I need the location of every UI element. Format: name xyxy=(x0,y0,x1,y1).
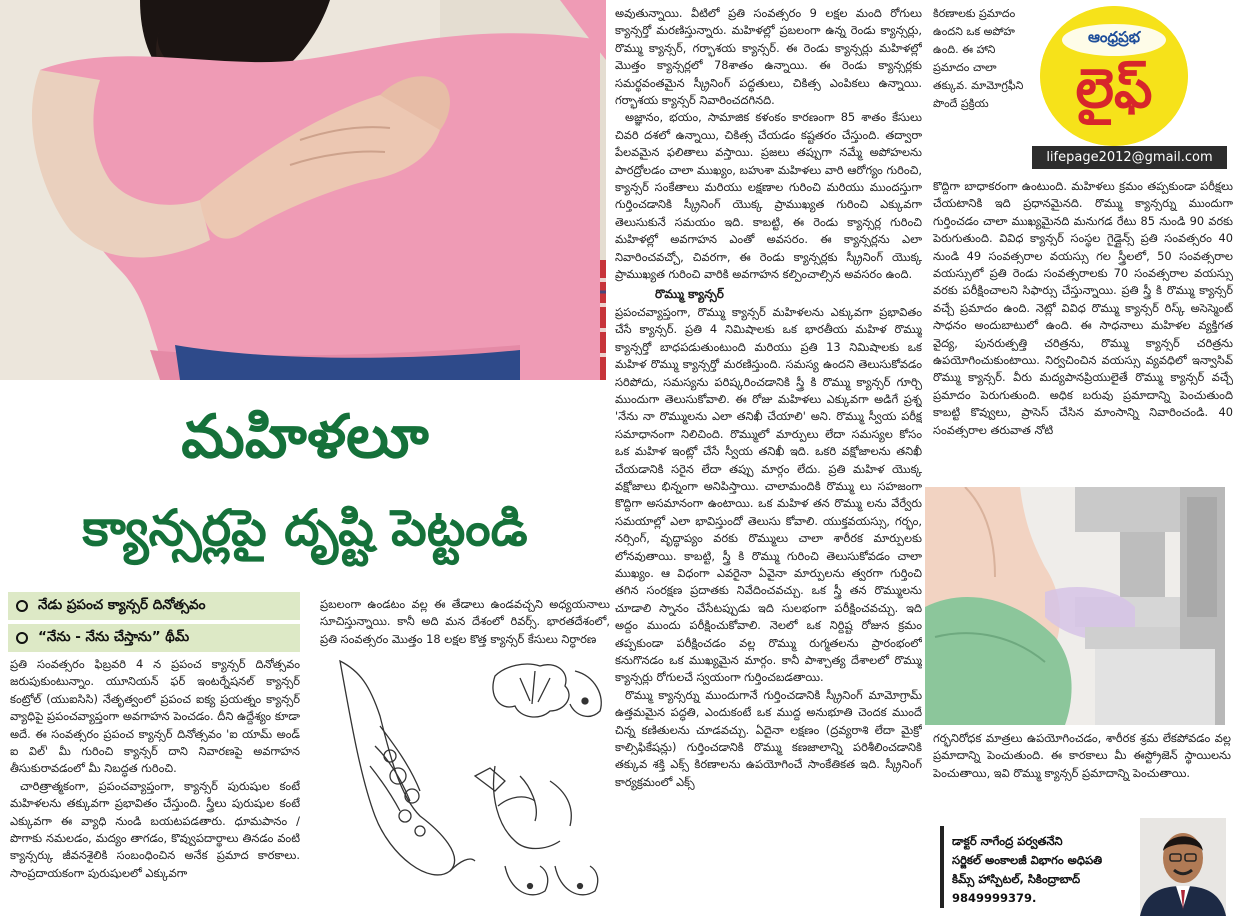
paragraph: కొద్దిగా బాధాకరంగా ఉంటుంది. మహిళలు క్రమం తప్పకుండా పరీక్షలు చేయటానికి ఇది ప్రధానమైనది. రొమ్ము క్యాన్సర్ను ముందుగా గుర్తించడం చాలా ముఖ్యమైనది మనుగడ రేటు 85 నుండి 90 వరకు పెరుగుతుంది. వివిధ క్యాన్సర్ సంస్థల గైడ్లైన్స్ ప్రతి సంవత్సరం 40 నుండి 49 సంవత్సరాల వయస్సు గల స్త్రీలలో, 50 సంవత్సరాల వయస్సులో ప్రతి రెండు సంవత్సరాలకు 70 సంవత్సరాల వయస్సు వరకు పరీక్షించాలని సిఫార్సు చేస్తున్నాయి. ప్రతి స్త్రీ కి రొమ్ము క్యాన్సర్ వచ్చే ప్రమాదం ఉంది. నెట్లో వివిధ రొమ్ము క్యాన్సర్ రిస్క్ అసెస్మెంట్ సాధనం అందుబాటులో ఉంది. ఈ సాధనాలు మహిళల వ్యక్తిగత వైద్య, పునరుత్పత్తి చరిత్రను, రొమ్ము క్యాన్సర్ చరిత్రను ఉపయోగించుకుంటాయి. నిర్వచించిన వయస్సు వ్యవధిలో ఇన్వాసివ్ రొమ్ము క్యాన్సర్. వీరు మద్యపానప్రియులైతే రొమ్ము క్యాన్సర్ వచ్చే ప్రమాదం పెరుగుతుంది. అధిక బరువు ప్రమాదాన్ని పెంచుతుంది కాబట్టి కొవ్వులు, ప్రాసెస్ చేసిన మాంసాన్ని నివారించండి. 40 సంవత్సరాల తరువాత నోటి xyxy=(933,179,1233,437)
paragraph: గర్భనిరోధక మాత్రలు ఉపయోగించడం, శారీరక శ్రమ లేకపోవడం వల్ల ప్రమాదాన్ని పెంచుతుంది. ఈ కారకాలు మీ ఈస్ట్రోజెన్ స్థాయిలను పెంచుతాయి, ఇవి రొమ్ము క్యాన్సర్ ప్రమాదాన్ని పెంచుతాయి. xyxy=(933,731,1231,780)
article-column-4-top xyxy=(933,5,1031,167)
article-column-1 xyxy=(10,656,300,918)
author-name: డాక్టర్ నాగేంద్ర పర్వతనేని xyxy=(952,834,1063,848)
article-column-4 xyxy=(933,178,1233,480)
paragraph: అవుతున్నాయి. వీటిలో ప్రతి సంవత్సరం 9 లక్షల మంది రోగులు క్యాన్సర్తో మరణిస్తున్నారు. మహిళల్లో ప్రబలంగా ఉన్న రెండు క్యాన్సర్లు, రొమ్ము క్యాన్సర్, గర్భాశయ క్యాన్సర్. ఈ రెండు క్యాన్సర్లు మహిళల్లో మొత్తం క్యాన్సర్లలో 78శాతం ఉన్నాయి. ఈ రెండు క్యాన్సర్లకు సమర్థవంతమైన స్క్రీనింగ్ పద్ధతులు, చికిత్స ఎంపికలు ఉన్నాయి. గర్భాశయ క్యాన్సర్ నివారించదగినది. xyxy=(615,6,922,108)
bullet-theme xyxy=(8,624,300,652)
bullet-world-cancer-day xyxy=(8,592,300,620)
author-photo xyxy=(1140,818,1226,916)
email-address: lifepage2012@gmail.com xyxy=(1032,146,1227,169)
woman-photo xyxy=(0,0,606,380)
headline-line2: క్యాన్సర్లపై దృష్టి పెట్టండి xyxy=(82,499,528,557)
subhead-breast-cancer: రొమ్ము క్యాన్సర్ xyxy=(655,286,724,301)
breast-anatomy-illustration xyxy=(320,656,610,918)
author-phone: 9849999379. xyxy=(952,891,1037,905)
author-byline xyxy=(940,826,1138,908)
bullet-text: “నేను - నేను చేస్తాను” థీమ్ xyxy=(38,628,190,645)
paragraph: ప్రపంచవ్యాప్తంగా, రొమ్ము క్యాన్సర్ మహిళలను ఎక్కువగా ప్రభావితం చేసే క్యాన్సర్. ప్రతి 4 నిమిషాలకు ఒక భారతీయ మహిళ రొమ్ము క్యాన్సర్తో బాధపడుతుంటుంది మరియు ప్రతి 13 నిమిషాలకు ఒక మహిళ రొమ్ము క్యాన్సర్తో మరణిస్తుంది. సమస్య ఉందని తెలుసుకోవడం సరిపోదు, సమస్యను పరిష్కరించడానికి స్త్రీ కి రొమ్ము క్యాన్సర్ గూర్చి ముందుగా తెలుసుకోవాలి. ఈ రోజు మహిళలు ఎక్కువగా అడిగే ప్రశ్న 'నేను నా రొమ్ములను ఎలా తనిఖీ చేయాలి' అని. రొమ్ము స్వీయ పరీక్ష సమాధానంగా నిలిచింది. రొమ్ములో మార్పులు లేదా సమస్యల కోసం ఒక మహిళ ఇంట్లో చేసే స్వీయ తనిఖీ ఇది. ఒకరి వక్షోజాలను తనిఖీ చేయడానికి సరైన లేదా తప్పు మార్గం లేదు. ప్రతి మహిళ యొక్క వక్షోజాలు భిన్నంగా అనిపిస్తాయి. చాలామందికి రొమ్ము లు సహజంగా కొద్దిగా అసమానంగా ఉంటాయి. ఒక మహిళ తన రొమ్ము లను వేర్వేరు సమయాల్లో ఎలా భావిస్తుందో తెలుసు కోవాలి. యుక్తవయస్సు, గర్భం, నర్సింగ్, వృద్ధాప్యం వరకు రొమ్ములు చాలా శారీరక మార్పులకు లోనవుతాయి. కాబట్టి, స్త్రీ కి రొమ్ము గురించి తెలుసుకోవడం చాలా ముఖ్యం. ఆ విధంగా ఎవరైనా ఏవైనా మార్పులను త్వరగా గుర్తించి తగిన సంరక్షణ ప్రదాతకు నివేదించవచ్చు. ఒక స్త్రీ తన రొమ్ములను చూడాలి స్నానం చేసేటప్పుడు ఇది సులభంగా పరీక్షించవచ్చు. ఇది అద్దం ముందు పరీక్షించుకోవాలి. నెలలో ఒక నిర్దిష్ట రోజున క్రమం తప్పకుండా పరీక్షించడం వల్ల రొమ్ము రుగ్మతలను ప్రారంభంలో కనుగొనడం ఒక ముఖ్యమైన మార్గం. కానీ పాశ్చాత్య దేశాలలో రొమ్ము క్యాన్సర్లు రోగులచే స్వయంగా గుర్తించబడతాయి. xyxy=(615,304,922,685)
author-title: సర్జికల్ అంకాలజీ విభాగం అధిపతి xyxy=(952,853,1103,867)
paragraph: కిరణాలకు ప్రమాదం ఉందని ఒక అపోహ ఉంది. ఈ హాని ప్రమాదం చాలా తక్కువ. మామోగ్రఫీని పొందే ప్రక్రియ xyxy=(933,7,1024,110)
paragraph: రొమ్ము క్యాన్సర్ను ముందుగానే గుర్తించడానికి స్క్రీనింగ్ మామోగ్రామ్ ఉత్తమమైన పద్ధతి, ఎందుకంటే ఒక ముద్ద అనుభూతి చెందక ముందే చిన్న కణితులను చూడవచ్చు. ఏదైనా లక్షణం (ద్రవ్యరాశి లేదా మైక్రో కాల్సిఫికేషన్లు) గుర్తించడానికి రొమ్ము కణజాలాన్ని పరిశీలించడానికి తక్కువ శక్తి ఎక్స్ కిరణాలను ఉపయోగించే సాంకేతికత ఇది. స్క్రీనింగ్ కార్యక్రమంలో ఎక్స్ xyxy=(615,687,922,789)
bullet-text: నేడు ప్రపంచ క్యాన్సర్ దినోత్సవం xyxy=(38,596,206,613)
logo-top-text: ఆంధ్రప్రభ xyxy=(1087,28,1141,46)
paragraph: చారిత్రాత్మకంగా, ప్రపంచవ్యాప్తంగా, క్యాన్సర్ పురుషుల కంటే మహిళలను తక్కువగా ప్రభావితం చేస్తుంది. స్త్రీలు పురుషుల కంటే ఎక్కువగా ఈ వ్యాధి నుండి బయటపడతారు. ధూమపానం / పొగాకు నమలడం, మద్యం తాగడం, కొవ్వుపదార్థాలు తినడం వంటి క్యాన్సర్కు జీవనశైలికి సంబంధించిన అనేక ప్రమాద కారకాలు. సాంప్రదాయకంగా పురుషులలో ఎక్కువగా xyxy=(10,778,300,880)
article-column-2 xyxy=(320,596,610,652)
mammography-photo xyxy=(925,487,1225,725)
headline-line1: మహిళలూ xyxy=(181,402,429,472)
article-column-4-bottom xyxy=(933,730,1231,820)
andhra-prabha-life-logo xyxy=(1040,6,1188,146)
paragraph: ప్రబలంగా ఉండటం వల్ల ఈ తేడాలు ఉండవచ్చని అధ్యయనాలు సూచిస్తున్నాయి. కానీ అది మన దేశంలో రివర్స్. భారతదేశంలో, ప్రతి సంవత్సరం మొత్తం 18 లక్షల కొత్త క్యాన్సర్ కేసులు నిర్ధారణ xyxy=(320,597,610,646)
author-hospital: కిమ్స్ హాస్పిటల్, సికింద్రాబాద్ xyxy=(952,872,1081,886)
article-column-3 xyxy=(615,5,922,915)
bullet-circle-icon xyxy=(16,632,28,644)
bullet-circle-icon xyxy=(16,600,28,612)
paragraph: అజ్ఞానం, భయం, సామాజిక కళంకం కారణంగా 85 శాతం కేసులు చివరి దశలో ఉన్నాయి, చికిత్స చేయడం కష్టతరం చేస్తుంది. తద్వారా పేలవమైన ఫలితాలు వస్తాయి. ప్రజలు తప్పుగా నమ్మే అపోహలను పారద్రోలడం చాలా ముఖ్యం, బహుశా మహిళలు వారి ఆరోగ్యం గురించి, క్యాన్సర్ సంకేతాలు మరియు లక్షణాల గురించి మరియు ముందస్తుగా గుర్తించడానికి స్క్రీనింగ్ యొక్క ప్రాముఖ్యత గురించి ఎక్కువగా తెలుసుకునే సమయం ఇది. కాబట్టి, ఈ రెండు క్యాన్సర్ల గురించి మహిళల్లో అవగాహన ఎంతో అవసరం. ఈ క్యాన్సర్లను ఎలా నివారించవచ్చో, చివరగా, ఈ రెండు క్యాన్సర్లకు స్క్రీనింగ్ యొక్క ప్రాముఖ్యత గురించి వారికి అవగాహన కల్పించాల్సిన అవసరం ఉంది. xyxy=(615,110,922,282)
logo-main-text: లైఫ్ xyxy=(1075,57,1153,120)
paragraph: ప్రతి సంవత్సరం ఫిబ్రవరి 4 న ప్రపంచ క్యాన్సర్ దినోత్సవం జరుపుకుంటున్నాం. యూనియన్ ఫర్ ఇంటర్నేషనల్ క్యాన్సర్ కంట్రోల్ (యుఐసిసి) నేతృత్వంలో ప్రపంచ ఐక్య ప్రయత్నం క్యాన్సర్ వ్యాధిపై ప్రపంచవ్యాప్తంగా అవగాహన పెంచడం. దీని ఉద్దేశ్యం కూడా అదే. ఈ సంవత్సరం ప్రపంచ క్యాన్సర్ దినోత్సవం 'ఐ యామ్ అండ్ ఐ విల్' మీ గురించి క్యాన్సర్ దాని నివారణపై అవగాహన తీసుకురావడంలో మీ నిబద్ధత గురించి. xyxy=(10,657,300,776)
